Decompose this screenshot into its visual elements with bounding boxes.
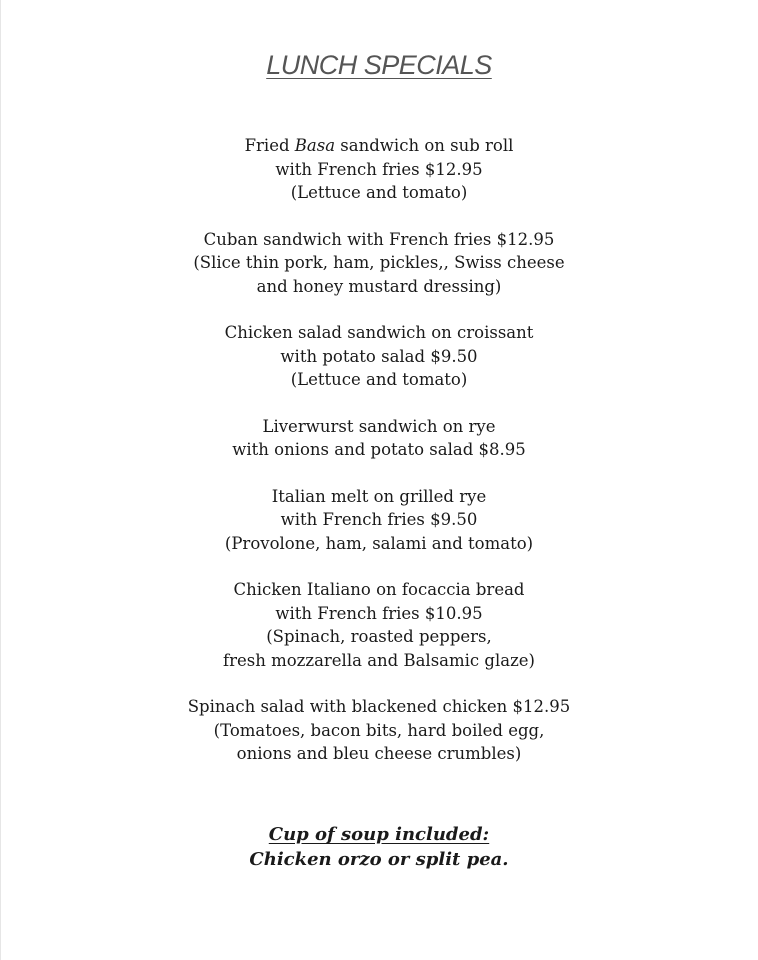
soup-note-heading: Cup of soup included:	[268, 824, 490, 845]
menu-item-line: with onions and potato salad $8.95	[232, 440, 526, 459]
menu-item-chicken-salad	[0, 321, 758, 392]
menu-item-chicken-italiano	[0, 578, 758, 672]
menu-item-line: fresh mozzarella and Balsamic glaze)	[223, 650, 535, 670]
menu-item-italian-melt	[0, 485, 758, 556]
menu-item-line: Chicken salad sandwich on croissant	[224, 323, 534, 342]
menu-item-line: (Slice thin pork, ham, pickles,, Swiss cheese	[193, 253, 565, 272]
menu-item-line: Spinach salad with blackened chicken $12.95	[187, 697, 571, 716]
menu-item-line: and honey mustard dressing)	[256, 276, 502, 296]
menu-item-line: (Tomatoes, bacon bits, hard boiled egg,	[213, 720, 545, 740]
fish-name: Basa	[294, 136, 336, 155]
menu-item-line: onions and bleu cheese crumbles)	[236, 744, 522, 763]
soup-note-options: Chicken orzo or split pea.	[249, 849, 509, 870]
menu-item-line: with French fries $9.50	[280, 510, 478, 529]
menu-item-line: Italian melt on grilled rye	[271, 486, 487, 506]
menu-item-line: (Provolone, ham, salami and tomato)	[224, 533, 534, 553]
menu-item-liverwurst	[0, 415, 758, 462]
menu-item-line: with potato salad $9.50	[280, 346, 478, 366]
soup-note	[0, 822, 758, 872]
menu-item-line: Cuban sandwich with French fries $12.95	[203, 229, 555, 249]
menu-item-line: Liverwurst sandwich on rye	[262, 416, 496, 436]
menu-item-cuban-sandwich	[0, 228, 758, 299]
menu-item-line: (Lettuce and tomato)	[290, 370, 468, 389]
menu-item-line: Chicken Italiano on focaccia bread	[233, 580, 525, 599]
menu-item-spinach-salad	[0, 695, 758, 766]
menu-title: LUNCH SPECIALS	[266, 50, 492, 80]
menu-item-line: (Spinach, roasted peppers,	[266, 627, 492, 646]
menu-item-line: with French fries $10.95	[275, 603, 483, 623]
menu-item-line: Fried Basa sandwich on sub roll	[244, 136, 514, 155]
menu-item-fried-basa	[0, 134, 758, 205]
menu-items-list	[0, 134, 758, 789]
menu-item-line: (Lettuce and tomato)	[290, 183, 468, 202]
menu-item-line: with French fries $12.95	[275, 159, 483, 179]
